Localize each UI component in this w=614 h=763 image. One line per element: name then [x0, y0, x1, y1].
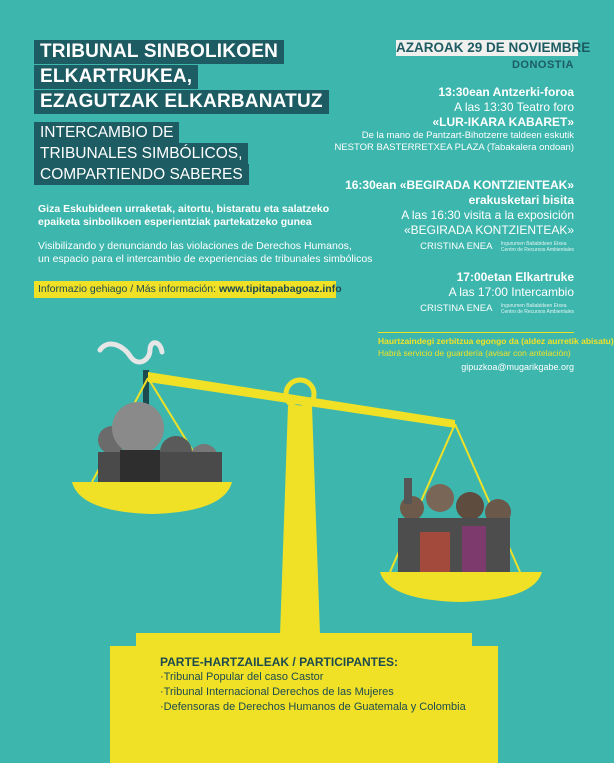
schedule-2-location: CRISTINA ENEA [420, 240, 493, 252]
schedule-3-location-detail-es: Centro de Recursos Ambientales [500, 308, 574, 315]
schedule-3-location-detail [501, 303, 574, 315]
schedule-2-location-detail-es: Centro de Recursos Ambientales [500, 246, 574, 253]
info-label: Informazio gehiago / Más información: [38, 283, 217, 295]
note-childcare-es: Habrá servicio de guardería (avisar con antelación) [378, 348, 571, 358]
description-es-line-2: un espacio para el intercambio de experiencias de tribunales simbólicos [38, 253, 373, 265]
schedule-item-2 [345, 178, 574, 256]
schedule-1-heading: 13:30ean Antzerki-foroa [438, 85, 574, 99]
schedule-2-heading-2: erakusketari bisita [468, 193, 574, 207]
title-es-line-2: TRIBUNALES SIMBÓLICOS, [34, 143, 248, 164]
schedule-item-1 [334, 85, 574, 154]
right-crowd [398, 478, 511, 572]
title-eu-line-2: ELKARTRUKEA, [34, 65, 198, 89]
participant-item: · Tribunal Internacional Derechos de las Mujeres [160, 685, 466, 700]
schedule-item-3 [420, 270, 574, 318]
schedule-3-heading: 17:00etan Elkartruke [456, 270, 574, 284]
schedule-1-line-3: De la mano de Pantzart-Bihotzerre taldeen eskutik [361, 130, 574, 141]
participants-title: PARTE-HARTZAILEAK / PARTICIPANTES: [160, 655, 398, 669]
scale-post [280, 406, 320, 635]
description-eu-line-2: epaiketa sinbolikoen esperientziak partekatzeko gunea [38, 216, 312, 228]
note-childcare-eu: Haurtzaindegi zerbitzua egongo da (aldez aurretik abisatu) [378, 336, 614, 346]
schedule-2-location-detail [501, 241, 574, 253]
event-date: AZAROAK 29 DE NOVIEMBRE [396, 40, 591, 55]
description-es-line-1: Visibilizando y denunciando las violaciones de Derechos Humanos, [38, 240, 352, 252]
contact-email-link[interactable]: gipuzkoa@mugarikgabe.org [461, 362, 574, 372]
schedule-3-line-1: A las 17:00 Intercambio [448, 285, 574, 299]
schedule-1-line-1: A las 13:30 Teatro foro [454, 100, 574, 114]
title-eu-line-3: EZAGUTZAK ELKARBANATUZ [34, 90, 329, 114]
schedule-2-heading-1: 16:30ean «BEGIRADA KONTZIENTEAK» [345, 178, 574, 192]
title-es-line-1: INTERCAMBIO DE [34, 122, 179, 143]
schedule-2-location-detail-eu: Ingurumen Baliabideen Etxea [500, 240, 567, 247]
description-eu-line-1: Giza Eskubideen urraketak, aitortu, bistaratu eta salatzeko [38, 203, 330, 215]
schedule-3-location: CRISTINA ENEA [420, 302, 493, 314]
info-url-link[interactable]: www.tipitapabagoaz.info [218, 283, 342, 295]
title-es-line-3: COMPARTIENDO SABERES [34, 164, 249, 185]
schedule-2-line-1: A las 16:30 visita a la exposición [401, 208, 574, 222]
schedule-3-location-detail-eu: Ingurumen Baliabideen Etxea [500, 302, 567, 309]
info-bar [34, 281, 342, 298]
left-pan [72, 482, 232, 514]
right-pan [380, 572, 542, 602]
title-eu-line-1: TRIBUNAL SINBOLIKOEN [34, 40, 284, 64]
left-crowd [98, 402, 222, 482]
schedule-1-line-2: «LUR-IKARA KABARET» [432, 115, 574, 129]
participant-item: · Tribunal Popular del caso Castor [160, 670, 466, 685]
schedule-1-line-4: NESTOR BASTERRETXEA PLAZA (Tabakalera ondoan) [334, 142, 574, 153]
smoke-shape [100, 343, 162, 362]
participant-item: · Defensoras de Derechos Humanos de Guatemala y Colombia [160, 700, 466, 715]
event-place: DONOSTIA [511, 59, 574, 71]
participants-list [160, 670, 466, 715]
schedule-2-line-2: «BEGIRADA KONTZIENTEAK» [403, 223, 574, 237]
